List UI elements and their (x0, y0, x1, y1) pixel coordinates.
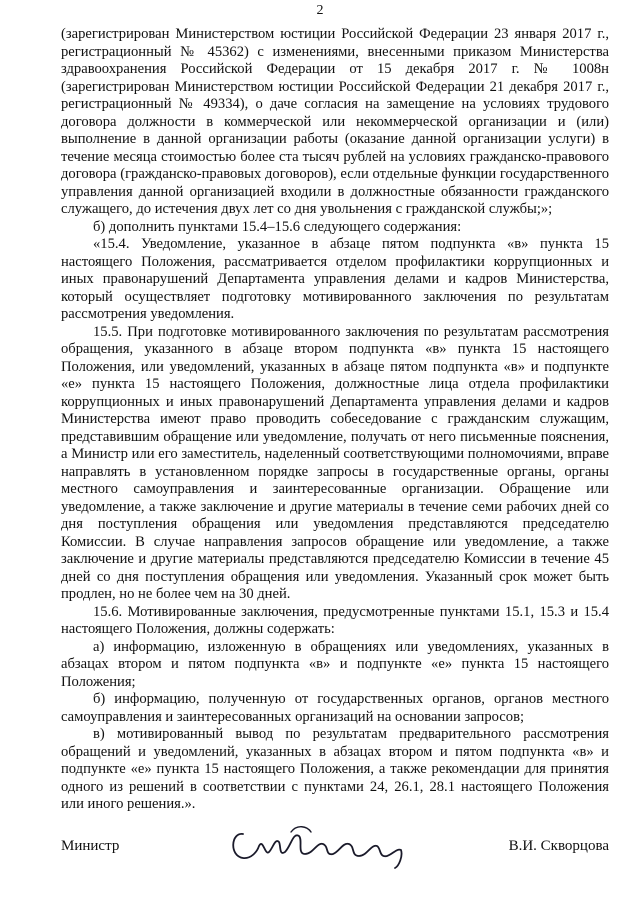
paragraph: а) информацию, изложенную в обращениях или уведомлениях, указанных в абзацах втором и пятом подпункта «в» и подпункте «е» пункта 15 настоящего Положения; (61, 638, 609, 690)
paragraph: «15.4. Уведомление, указанное в абзаце пятом подпункта «в» пункта 15 настоящего Положения, рассматривается отделом профилактики коррупционных и иных правонарушений Департамента управления делами и кадров Министерства, который осуществляет подготовку мотивированного заключения по результатам рассмотрения уведомления. (61, 236, 609, 322)
paragraph: б) дополнить пунктами 15.4–15.6 следующего содержания: (93, 218, 462, 235)
paragraph: (зарегистрирован Министерством юстиции Российской Федерации 23 января 2017 г., регистрационный № 45362) с изменениями, внесенными приказом Министерства здравоохранения Российской Федерации от 15 декабря 2017 г. № 1008н (зарегистрирован Министерством юстиции Российской Федерации 21 декабря 2017 г., регистрационный № 49334), о даче согласия на замещение на условиях трудового договора должности в коммерческой или некоммерческой организации и (или) выполнение в данной организации работы (оказание данной организации услуги) в течение месяца стоимостью более ста тысяч рублей на условиях гражданско-правового договора (гражданско-правовых договоров), если отдельные функции государственного управления данной организацией входили в должностные обязанности гражданского служащего, до истечения двух лет со дня увольнения с гражданской службы;»; (61, 26, 609, 217)
paragraph: 15.6. Мотивированные заключения, предусмотренные пунктами 15.1, 15.3 и 15.4 настоящего Положения, должны содержать: (61, 603, 609, 637)
signatory-name: В.И. Скворцова (508, 838, 609, 854)
signature-block (61, 812, 609, 872)
paragraph: в) мотивированный вывод по результатам предварительного рассмотрения обращений и уведомлений, указанных в абзацах втором и пятом подпункта «в» и подпункте «е» пункта 15 настоящего Положения, а также рекомендации для принятия одного из решений в соответствии с пунктами 24, 26.1, 28.1 настоящего Положения или иного решения.». (61, 726, 609, 812)
handwritten-signature (221, 812, 421, 872)
signatory-title: Министр (61, 838, 120, 854)
paragraph: 15.5. При подготовке мотивированного заключения по результатам рассмотрения обращения, указанного в абзаце втором подпункта «в» пункта 15 настоящего Положения, или уведомлений, указанных в абзаце пятом подпункта «в» и подпункте «е» пункта 15 настоящего Положения, должностные лица отдела профилактики коррупционных и иных правонарушений Департамента управления делами и кадров Министерства имеют право проводить собеседование с гражданским служащим, представившим обращение или уведомление, получать от него письменные пояснения, а Министр или его заместитель, наделенный соответствующими полномочиями, вправе направлять в установленном порядке запросы в государственные органы, органы местного самоуправления и заинтересованные организации. Обращение или уведомление, а также заключение и другие материалы в течение семи рабочих дней со дня поступления обращения или уведомления представляются председателю Комиссии. В случае направления запросов обращение или уведомление, а также заключение и другие материалы представляются председателю Комиссии в течение 45 дней со дня поступления обращения или уведомления. Указанный срок может быть продлен, но не более чем на 30 дней. (61, 323, 609, 602)
paragraph: б) информацию, полученную от государственных органов, органов местного самоуправления и заинтересованных организаций на основании запросов; (61, 691, 609, 725)
page-number: 2 (316, 3, 324, 18)
document-body (61, 26, 609, 814)
